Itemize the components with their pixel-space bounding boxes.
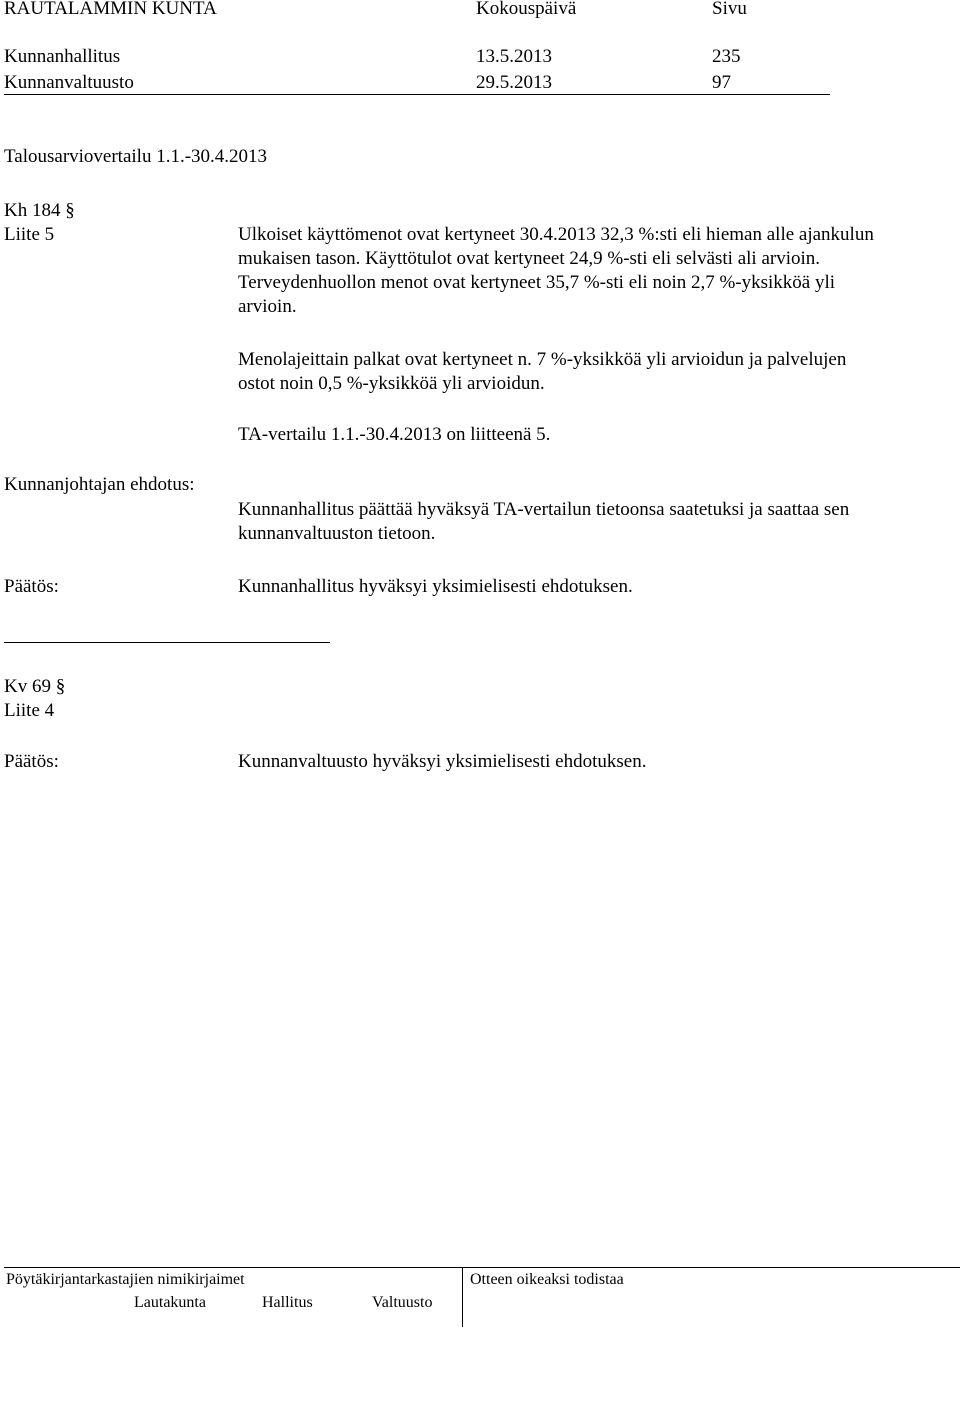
kh-decision-label: Päätös:: [4, 576, 59, 597]
kh-attachment: Liite 5: [4, 224, 55, 245]
header-underline: [4, 94, 830, 95]
proposal-label: Kunnanjohtajan ehdotus:: [4, 474, 195, 495]
kv-decision-text: Kunnanvaltuusto hyväksyi yksimielisesti ehdotuksen.: [238, 751, 647, 772]
footer-rule: [4, 1267, 960, 1268]
header-body-kh: Kunnanhallitus: [4, 46, 121, 67]
header-page-kh: 235: [712, 46, 741, 67]
page-label: Sivu: [712, 0, 747, 19]
kh-paragraph-1: Ulkoiset käyttömenot ovat kertyneet 30.4.2013 32,3 %:sti eli hieman alle ajankulun mukaisen tason. Käyttötulot ovat kertyneet 24,9 %-sti eli selvästi ali arvioin. Terveydenhuollon menot ovat kertyneet 35,7 %-sti eli noin 2,7 %-yksikköä yli arvioin.: [238, 224, 874, 317]
header-body-kv: Kunnanvaltuusto: [4, 72, 134, 93]
header-date-kh: 13.5.2013: [476, 46, 552, 67]
footer-body-valtuusto: Valtuusto: [372, 1294, 433, 1311]
header-date-kv: 29.5.2013: [476, 72, 552, 93]
kv-reference: Kv 69 §: [4, 676, 66, 697]
kh-reference: Kh 184 §: [4, 200, 75, 221]
municipality-name: RAUTALAMMIN KUNTA: [4, 0, 217, 19]
kv-attachment: Liite 4: [4, 700, 55, 721]
section-divider: [4, 642, 330, 643]
footer-body-lautakunta: Lautakunta: [134, 1294, 206, 1311]
footer-body-hallitus: Hallitus: [262, 1294, 313, 1311]
kv-decision-label: Päätös:: [4, 751, 59, 772]
header-page-kv: 97: [712, 72, 731, 93]
kh-paragraph-3: TA-vertailu 1.1.-30.4.2013 on liitteenä 5.: [238, 424, 551, 445]
meeting-date-label: Kokouspäivä: [476, 0, 577, 19]
signatures-label: Pöytäkirjantarkastajien nimikirjaimet: [6, 1271, 245, 1288]
document-title: Talousarviovertailu 1.1.-30.4.2013: [4, 146, 268, 167]
proposal-text: Kunnanhallitus päättää hyväksyä TA-vertailun tietoonsa saatetuksi ja saattaa sen kunnanvaltuuston tietoon.: [238, 499, 850, 544]
certified-label: Otteen oikeaksi todistaa: [470, 1271, 624, 1288]
kh-paragraph-2: Menolajeittain palkat ovat kertyneet n. 7 %-yksikköä yli arvioidun ja palvelujen ostot noin 0,5 %-yksikköä yli arvioidun.: [238, 349, 847, 394]
footer-column-divider: [462, 1267, 463, 1327]
kh-decision-text: Kunnanhallitus hyväksyi yksimielisesti ehdotuksen.: [238, 576, 633, 597]
